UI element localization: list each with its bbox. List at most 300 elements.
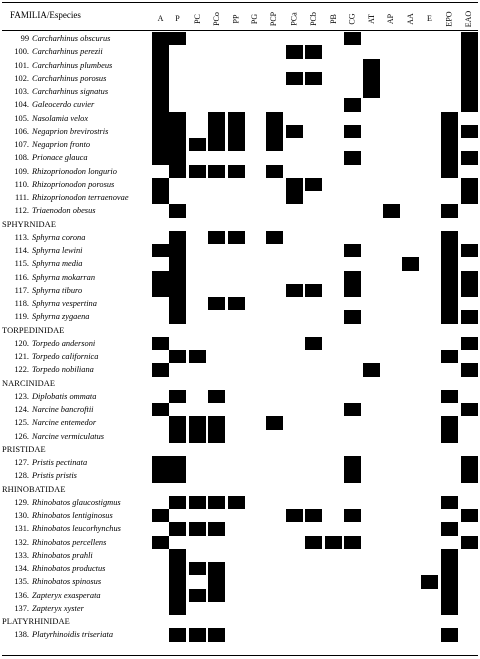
table-row [2, 138, 162, 151]
column-header-pco [210, 8, 223, 30]
presence-cell-at [363, 59, 380, 72]
presence-cell-p [169, 549, 186, 562]
presence-cell-p [169, 390, 186, 403]
table-row [2, 536, 162, 549]
table-row [2, 297, 162, 310]
species-name: Rhizoprionodon terraenovae [32, 193, 129, 202]
presence-cell-pcp [266, 165, 283, 178]
presence-cell-cg [344, 244, 361, 257]
family-heading [2, 377, 162, 390]
presence-cell-pc [189, 430, 206, 443]
presence-cell-a [152, 363, 169, 376]
presence-cell-cg [344, 32, 361, 45]
presence-cell-p [169, 416, 186, 429]
species-number: 124. [14, 405, 29, 414]
table-row [2, 549, 162, 562]
table-row [2, 125, 162, 138]
presence-cell-pca [286, 191, 303, 204]
column-header-aa [404, 8, 417, 30]
species-name: Sphyrna corona [32, 232, 86, 242]
species-number: 116. [14, 272, 29, 282]
table-row [2, 151, 162, 164]
species-name: Pristis pristis [32, 471, 77, 481]
presence-cell-a [152, 138, 169, 151]
presence-cell-eao [461, 32, 478, 45]
presence-cell-at [363, 72, 380, 85]
table-row [2, 72, 162, 85]
presence-cell-pcb [305, 337, 322, 350]
header-family-label: FAMILIA/Especies [10, 10, 81, 20]
presence-cell-p [169, 244, 186, 257]
presence-cell-cg [344, 125, 361, 138]
presence-cell-pb [325, 536, 342, 549]
presence-cell-p [169, 231, 186, 244]
column-header-label: PB [328, 14, 338, 24]
species-number: 123. [14, 391, 29, 401]
table-row [2, 165, 162, 178]
species-name: Carcharhinus perezii [32, 47, 103, 57]
presence-cell-a [152, 509, 169, 522]
table-row [2, 191, 162, 204]
family-name: PLATYRHINIDAE [2, 617, 70, 626]
species-name: Carcharhinus obscurus [32, 34, 111, 43]
presence-cell-pcb [305, 509, 322, 522]
column-header-p [171, 8, 184, 30]
presence-cell-a [152, 85, 169, 98]
presence-cell-a [152, 151, 169, 164]
presence-cell-epo [441, 138, 458, 151]
column-header-label: AA [405, 13, 415, 25]
table-row [2, 575, 162, 588]
species-number: 118. [14, 299, 29, 308]
presence-cell-cg [344, 284, 361, 297]
presence-cell-cg [344, 98, 361, 111]
presence-cell-pca [286, 125, 303, 138]
presence-cell-pp [228, 138, 245, 151]
table-row [2, 244, 162, 257]
species-number: 127. [14, 458, 29, 467]
species-number: 130. [14, 511, 29, 520]
species-name: Zapteryx exasperata [32, 590, 101, 600]
species-name: Nasolamia velox [32, 113, 89, 123]
column-header-pc [191, 8, 204, 30]
table-row [2, 456, 162, 469]
species-number: 119. [14, 312, 29, 322]
species-name: Pristis pectinata [32, 458, 88, 467]
presence-cell-p [169, 350, 186, 363]
presence-cell-epo [441, 562, 458, 575]
presence-cell-cg [344, 151, 361, 164]
presence-cell-p [169, 562, 186, 575]
presence-cell-eao [461, 178, 478, 191]
presence-cell-e [421, 575, 438, 588]
presence-cell-cg [344, 456, 361, 469]
presence-cell-pcp [266, 112, 283, 125]
presence-cell-epo [441, 390, 458, 403]
presence-cell-pca [286, 509, 303, 522]
species-name: Diplobatis ommata [32, 391, 97, 401]
presence-cell-ap [383, 204, 400, 217]
presence-cell-a [152, 456, 169, 469]
presence-cell-p [169, 575, 186, 588]
presence-cell-a [152, 125, 169, 138]
presence-cell-pc [189, 562, 206, 575]
presence-cell-pc [189, 589, 206, 602]
species-name: Carcharhinus signatus [32, 87, 109, 96]
presence-cell-pcb [305, 72, 322, 85]
presence-cell-a [152, 337, 169, 350]
presence-cell-p [169, 496, 186, 509]
species-number: 103. [14, 87, 29, 96]
species-number: 137. [14, 603, 29, 613]
column-header-label: AP [386, 13, 396, 25]
column-header-pca [288, 8, 301, 30]
presence-cell-cg [344, 403, 361, 416]
column-header-eao [463, 8, 476, 30]
species-number: 129. [14, 497, 29, 507]
species-number: 138. [14, 630, 29, 640]
table-row [2, 390, 162, 403]
presence-cell-a [152, 271, 169, 284]
presence-cell-pco [208, 522, 225, 535]
family-heading [2, 218, 162, 231]
presence-cell-a [152, 112, 169, 125]
presence-cell-a [152, 536, 169, 549]
presence-cell-eao [461, 151, 478, 164]
presence-cell-p [169, 589, 186, 602]
presence-cell-pcp [266, 416, 283, 429]
species-name: Rhinobatos leucorhynchus [32, 524, 121, 534]
family-heading [2, 483, 162, 496]
presence-cell-pc [189, 628, 206, 641]
presence-cell-pco [208, 231, 225, 244]
table-row [2, 403, 162, 416]
presence-cell-p [169, 257, 186, 270]
family-heading [2, 324, 162, 337]
presence-cell-epo [441, 257, 458, 270]
species-number: 109. [14, 166, 29, 176]
species-name: Narcine vermiculatus [32, 431, 105, 441]
presence-cell-p [169, 112, 186, 125]
presence-cell-epo [441, 244, 458, 257]
presence-cell-pco [208, 125, 225, 138]
species-number: 120. [14, 338, 29, 348]
presence-cell-epo [441, 310, 458, 323]
table-row [2, 602, 162, 615]
species-name: Rhinobatos prahli [32, 550, 93, 560]
column-header-e [423, 8, 436, 30]
table-row [2, 509, 162, 522]
species-name: Rhizoprionodon porosus [32, 179, 115, 189]
column-header-label: PCa [289, 12, 299, 26]
species-number: 111. [14, 193, 29, 202]
presence-cell-epo [441, 297, 458, 310]
presence-cell-eao [461, 337, 478, 350]
presence-cell-p [169, 602, 186, 615]
table-row [2, 32, 162, 45]
species-number: 106. [14, 126, 29, 136]
presence-cell-eao [461, 271, 478, 284]
table-row [2, 98, 162, 111]
species-name: Negaprion brevirostris [32, 126, 109, 136]
table-top-rule [2, 2, 478, 3]
column-header-label: PC [192, 14, 202, 24]
presence-cell-pp [228, 297, 245, 310]
presence-cell-pc [189, 496, 206, 509]
presence-cell-pco [208, 297, 225, 310]
presence-cell-eao [461, 191, 478, 204]
presence-cell-pcb [305, 45, 322, 58]
presence-cell-pco [208, 430, 225, 443]
presence-cell-eao [461, 45, 478, 58]
presence-cell-epo [441, 522, 458, 535]
presence-cell-eao [461, 98, 478, 111]
table-row [2, 589, 162, 602]
presence-cell-pp [228, 165, 245, 178]
table-row [2, 350, 162, 363]
species-number: 101. [14, 60, 29, 70]
species-number: 108. [14, 153, 29, 163]
species-name: Narcine bancroftii [32, 405, 94, 414]
presence-cell-at [363, 85, 380, 98]
presence-cell-pca [286, 72, 303, 85]
family-heading [2, 443, 162, 456]
presence-cell-pco [208, 416, 225, 429]
presence-cell-a [152, 403, 169, 416]
presence-cell-eao [461, 59, 478, 72]
presence-cell-pco [208, 562, 225, 575]
presence-cell-pcp [266, 231, 283, 244]
presence-cell-eao [461, 456, 478, 469]
presence-cell-cg [344, 469, 361, 482]
presence-cell-pp [228, 496, 245, 509]
presence-cell-pp [228, 125, 245, 138]
presence-cell-epo [441, 151, 458, 164]
column-header-pcb [307, 8, 320, 30]
presence-cell-a [152, 32, 169, 45]
presence-cell-a [152, 469, 169, 482]
presence-cell-pcb [305, 178, 322, 191]
presence-cell-eao [461, 244, 478, 257]
presence-cell-pca [286, 45, 303, 58]
presence-cell-epo [441, 416, 458, 429]
presence-cell-pp [228, 231, 245, 244]
species-number: 135. [14, 577, 29, 587]
column-header-epo [443, 8, 456, 30]
presence-cell-epo [441, 112, 458, 125]
species-name: Sphyrna lewini [32, 246, 83, 255]
table-row [2, 522, 162, 535]
presence-cell-pco [208, 112, 225, 125]
table-row [2, 204, 162, 217]
family-heading [2, 615, 162, 628]
species-number: 113. [14, 232, 29, 242]
presence-cell-pco [208, 165, 225, 178]
presence-cell-p [169, 151, 186, 164]
presence-cell-p [169, 297, 186, 310]
presence-cell-pca [286, 284, 303, 297]
presence-cell-pco [208, 138, 225, 151]
table-row [2, 45, 162, 58]
presence-cell-p [169, 32, 186, 45]
species-number: 110. [14, 179, 29, 189]
presence-cell-at [363, 363, 380, 376]
presence-cell-epo [441, 284, 458, 297]
species-name: Carcharhinus plumbeus [32, 60, 113, 70]
table-row [2, 59, 162, 72]
species-number: 126. [14, 431, 29, 441]
presence-cell-a [152, 178, 169, 191]
table-row [2, 178, 162, 191]
presence-cell-epo [441, 271, 458, 284]
table-bottom-rule [2, 655, 478, 656]
header-bottom-rule [2, 30, 478, 31]
table-row [2, 469, 162, 482]
column-header-a [154, 8, 167, 30]
species-name: Sphyrna vespertina [32, 299, 97, 308]
species-name: Galeocerdo cuvier [32, 100, 95, 110]
column-header-label: PCo [211, 12, 221, 26]
presence-cell-epo [441, 575, 458, 588]
species-name: Platyrhinoidis triseriata [32, 630, 114, 640]
presence-cell-p [169, 430, 186, 443]
species-number: 114. [14, 246, 29, 255]
species-name: Sphyrna media [32, 259, 83, 269]
table-row [2, 496, 162, 509]
presence-cell-pc [189, 138, 206, 151]
table-row [2, 112, 162, 125]
presence-cell-epo [441, 165, 458, 178]
species-number: 117. [14, 285, 29, 295]
family-name: SPHYRNIDAE [2, 219, 57, 229]
presence-cell-a [152, 98, 169, 111]
column-header-cg [346, 8, 359, 30]
species-number: 122. [14, 365, 29, 375]
presence-cell-cg [344, 310, 361, 323]
presence-cell-a [152, 284, 169, 297]
species-number: 132. [14, 537, 29, 547]
species-number: 131. [14, 524, 29, 534]
column-header-label: EPO [444, 11, 454, 27]
species-name: Sphyrna mokarran [32, 272, 96, 282]
species-name: Narcine entemedor [32, 418, 97, 428]
table-row [2, 310, 162, 323]
species-number: 134. [14, 564, 29, 573]
column-header-label: PG [250, 13, 260, 25]
presence-cell-p [169, 138, 186, 151]
presence-cell-a [152, 45, 169, 58]
presence-cell-eao [461, 310, 478, 323]
presence-cell-pp [228, 112, 245, 125]
species-number: 128. [14, 471, 29, 481]
species-number: 136. [14, 590, 29, 600]
presence-cell-epo [441, 628, 458, 641]
presence-cell-eao [461, 284, 478, 297]
presence-cell-a [152, 59, 169, 72]
presence-cell-eao [461, 85, 478, 98]
species-number: 112. [14, 206, 29, 216]
presence-cell-pcp [266, 125, 283, 138]
column-header-label: PCP [269, 11, 279, 27]
column-header-label: EAO [464, 10, 474, 28]
presence-cell-eao [461, 509, 478, 522]
table-row [2, 562, 162, 575]
species-number: 100. [14, 47, 29, 57]
column-header-pb [327, 8, 340, 30]
column-header-label: AT [366, 14, 376, 24]
presence-cell-cg [344, 509, 361, 522]
table-row [2, 628, 162, 641]
presence-cell-pca [286, 178, 303, 191]
presence-cell-aa [402, 257, 419, 270]
family-name: RHINOBATIDAE [2, 484, 66, 494]
presence-cell-p [169, 469, 186, 482]
table-row [2, 271, 162, 284]
species-name: Rhinobatos productus [32, 564, 106, 573]
presence-cell-epo [441, 496, 458, 509]
presence-cell-pc [189, 416, 206, 429]
species-name: Triaenodon obesus [32, 206, 96, 216]
species-name: Negaprion fronto [32, 140, 91, 149]
presence-cell-pcb [305, 536, 322, 549]
presence-cell-pc [189, 165, 206, 178]
presence-cell-eao [461, 469, 478, 482]
column-header-label: P [175, 14, 180, 23]
presence-cell-a [152, 191, 169, 204]
species-number: 121. [14, 352, 29, 361]
table-row [2, 363, 162, 376]
species-name: Prionace glauca [32, 153, 88, 163]
column-header-pp [230, 8, 243, 30]
column-header-label: PP [231, 14, 241, 24]
presence-cell-a [152, 244, 169, 257]
species-name: Torpedo nobiliana [32, 365, 94, 375]
species-name: Rhinobatos percellens [32, 537, 107, 547]
table-row [2, 430, 162, 443]
presence-cell-p [169, 204, 186, 217]
species-name: Rhinobatos glaucostigmus [32, 497, 121, 507]
presence-cell-epo [441, 430, 458, 443]
presence-cell-a [152, 72, 169, 85]
table-row [2, 284, 162, 297]
presence-cell-pcp [266, 138, 283, 151]
species-name: Rhizoprionodon longurio [32, 166, 117, 176]
presence-cell-pcb [305, 284, 322, 297]
table-row [2, 416, 162, 429]
table-row [2, 231, 162, 244]
column-header-label: CG [347, 13, 357, 25]
presence-cell-eao [461, 363, 478, 376]
presence-cell-pco [208, 575, 225, 588]
presence-cell-pco [208, 390, 225, 403]
presence-cell-pco [208, 589, 225, 602]
presence-cell-epo [441, 602, 458, 615]
table-row [2, 337, 162, 350]
presence-cell-p [169, 284, 186, 297]
family-name: TORPEDINIDAE [2, 325, 65, 335]
presence-cell-p [169, 310, 186, 323]
species-name: Carcharhinus porosus [32, 73, 107, 83]
species-number: 107. [14, 140, 29, 149]
species-name: Torpedo californica [32, 352, 99, 361]
presence-cell-epo [441, 589, 458, 602]
family-name: PRISTIDAE [2, 444, 46, 454]
presence-cell-pco [208, 628, 225, 641]
table-row [2, 257, 162, 270]
presence-cell-p [169, 628, 186, 641]
species-name: Zapteryx xyster [32, 603, 84, 613]
presence-cell-cg [344, 271, 361, 284]
